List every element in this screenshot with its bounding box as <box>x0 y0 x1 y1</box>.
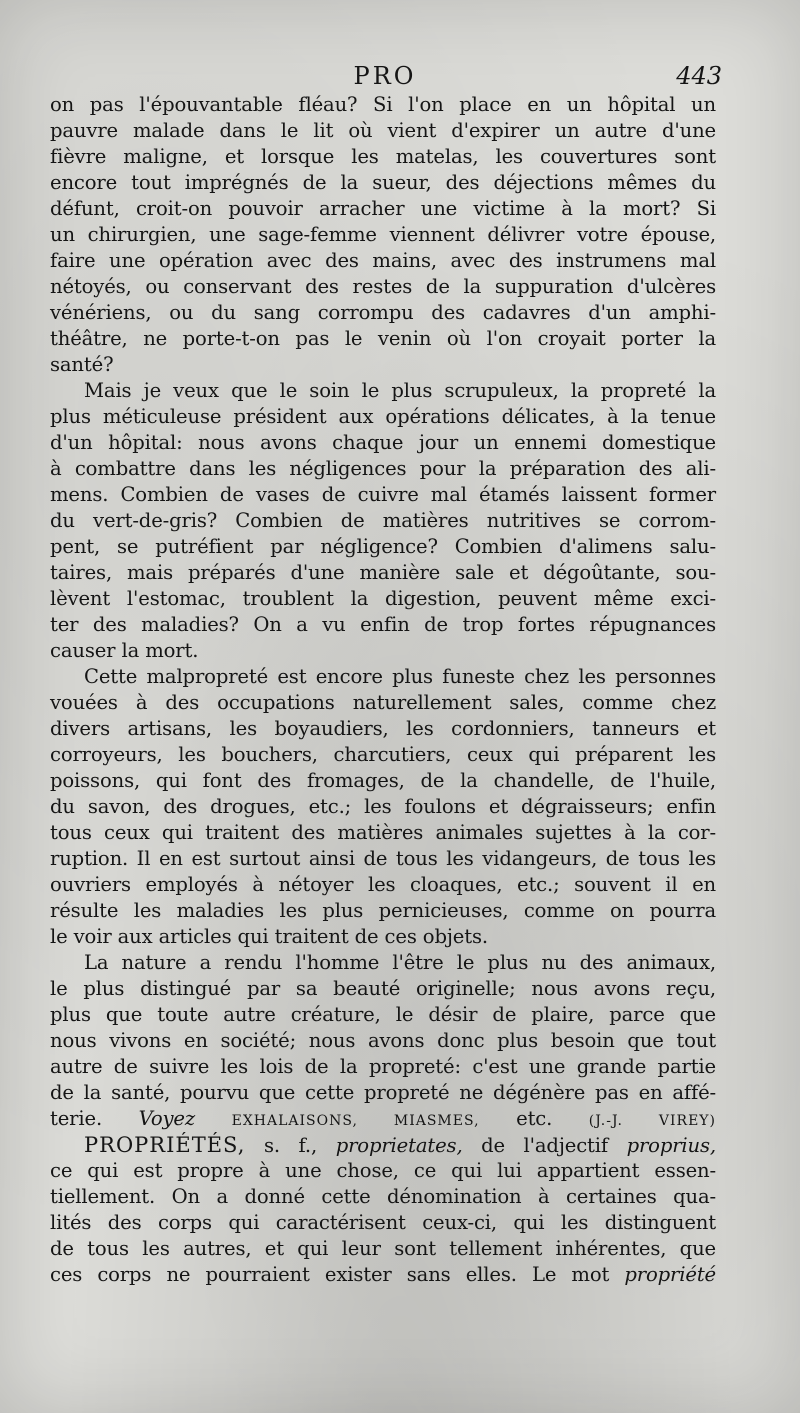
text-line: ruption. Il en est surtout ainsi de tous les vidangeurs, de tous les <box>50 847 716 870</box>
text-line: de la santé, pourvu que cette propreté ne dégénère pas en affé- <box>50 1081 716 1104</box>
reference-line <box>50 1106 716 1132</box>
paragraph-start-line: Cette malpropreté est encore plus funeste chez les personnes <box>84 665 716 688</box>
text-line: plus méticuleuse président aux opérations délicates, à la tenue <box>50 405 716 428</box>
entry-headword: PROPRIÉTÉS, <box>84 1133 246 1157</box>
see-also-word: Voyez <box>138 1107 196 1130</box>
text-line: de tous les autres, et qui leur sont tellement inhérentes, que <box>50 1237 716 1260</box>
text-line: du savon, des drogues, etc.; les foulons et dégraisseurs; enfin <box>50 795 716 818</box>
text-line: vénériens, ou du sang corrompu des cadavres d'un amphi- <box>50 301 716 324</box>
text-line: on pas l'épouvantable fléau? Si l'on place en un hôpital un <box>50 93 716 116</box>
text-line: ter des maladies? On a vu enfin de trop fortes répugnances <box>50 613 716 636</box>
text-line: lèvent l'estomac, troublent la digestion, peuvent même exci- <box>50 587 716 610</box>
entry-heading-line <box>50 1132 716 1158</box>
author-signature: (J.-J. VIREY) <box>588 1113 716 1129</box>
text-line: tous ceux qui traitent des matières animales sujettes à la cor- <box>50 821 716 844</box>
text-line: poissons, qui font des fromages, de la chandelle, de l'huile, <box>50 769 716 792</box>
text-line: fièvre maligne, et lorsque les matelas, les couvertures sont <box>50 145 716 168</box>
text-line: encore tout imprégnés de la sueur, des déjections mêmes du <box>50 171 716 194</box>
text-line: théâtre, ne porte-t-on pas le venin où l'on croyait porter la <box>50 327 716 350</box>
text-line: défunt, croit-on pouvoir arracher une victime à la mort? Si <box>50 197 716 220</box>
paragraph-start-line: Mais je veux que le soin le plus scrupuleux, la propreté la <box>84 379 716 402</box>
text-line: pauvre malade dans le lit où vient d'expirer un autre d'une <box>50 119 716 142</box>
final-line <box>50 1262 716 1288</box>
text-line: ouvriers employés à nétoyer les cloaques, etc.; souvent il en <box>50 873 716 896</box>
text-line: faire une opération avec des mains, avec des instrumens mal <box>50 249 716 272</box>
text-line: plus que toute autre créature, le désir de plaire, parce que <box>50 1003 716 1026</box>
running-head-title: PRO <box>353 62 417 90</box>
entry-grammar: s. f., <box>263 1134 318 1157</box>
text-line: un chirurgien, une sage-femme viennent délivrer votre épouse, <box>50 223 716 246</box>
text-line: divers artisans, les boyaudiers, les cordonniers, tanneurs et <box>50 717 716 740</box>
text-line: santé? <box>50 353 114 376</box>
text-line: corroyeurs, les bouchers, charcutiers, ceux qui préparent les <box>50 743 716 766</box>
entry-latin-adjective: proprius, <box>626 1134 716 1157</box>
final-line-text: ces corps ne pourraient exister sans elles. Le mot <box>50 1263 610 1286</box>
text-line: ce qui est propre à une chose, ce qui lui appartient essen- <box>50 1159 716 1182</box>
text-line: mens. Combien de vases de cuivre mal étamés laissent former <box>50 483 716 506</box>
text-line: le plus distingué par sa beauté originelle; nous avons reçu, <box>50 977 716 1000</box>
entry-etymology-text: de l'adjectif <box>481 1134 608 1157</box>
text-line: à combattre dans les négligences pour la préparation des ali- <box>50 457 716 480</box>
text-line: autre de suivre les lois de la propreté: c'est une grande partie <box>50 1055 716 1078</box>
text-line: pent, se putréfient par négligence? Combien d'alimens salu- <box>50 535 716 558</box>
running-head <box>52 60 722 92</box>
text-line: le voir aux articles qui traitent de ces objets. <box>50 925 488 948</box>
text-line: nous vivons en société; nous avons donc plus besoin que tout <box>50 1029 716 1052</box>
etc-text: etc. <box>516 1107 553 1130</box>
line-start: terie. <box>50 1107 103 1130</box>
text-line: nétoyés, ou conservant des restes de la suppuration d'ulcères <box>50 275 716 298</box>
text-line: résulte les maladies les plus pernicieuses, comme on pourra <box>50 899 716 922</box>
final-italic-word: propriété <box>624 1263 716 1286</box>
text-line: causer la mort. <box>50 639 199 662</box>
text-line: d'un hôpital: nous avons chaque jour un ennemi domestique <box>50 431 716 454</box>
page-number: 443 <box>676 62 722 90</box>
text-line: tiellement. On a donné cette dénomination à certaines qua- <box>50 1185 716 1208</box>
body-text <box>50 92 716 1288</box>
paragraph-start-line: La nature a rendu l'homme l'être le plus nu des animaux, <box>84 951 716 974</box>
text-line: lités des corps qui caractérisent ceux-ci, qui les distinguent <box>50 1211 716 1234</box>
text-line: du vert-de-gris? Combien de matières nutritives se corrom- <box>50 509 716 532</box>
entry-latin-plural: proprietates, <box>335 1134 463 1157</box>
text-line: taires, mais préparés d'une manière sale et dégoûtante, sou- <box>50 561 716 584</box>
text-line: vouées à des occupations naturellement sales, comme chez <box>50 691 716 714</box>
cross-references: EXHALAISONS, MIASMES, <box>231 1113 480 1129</box>
